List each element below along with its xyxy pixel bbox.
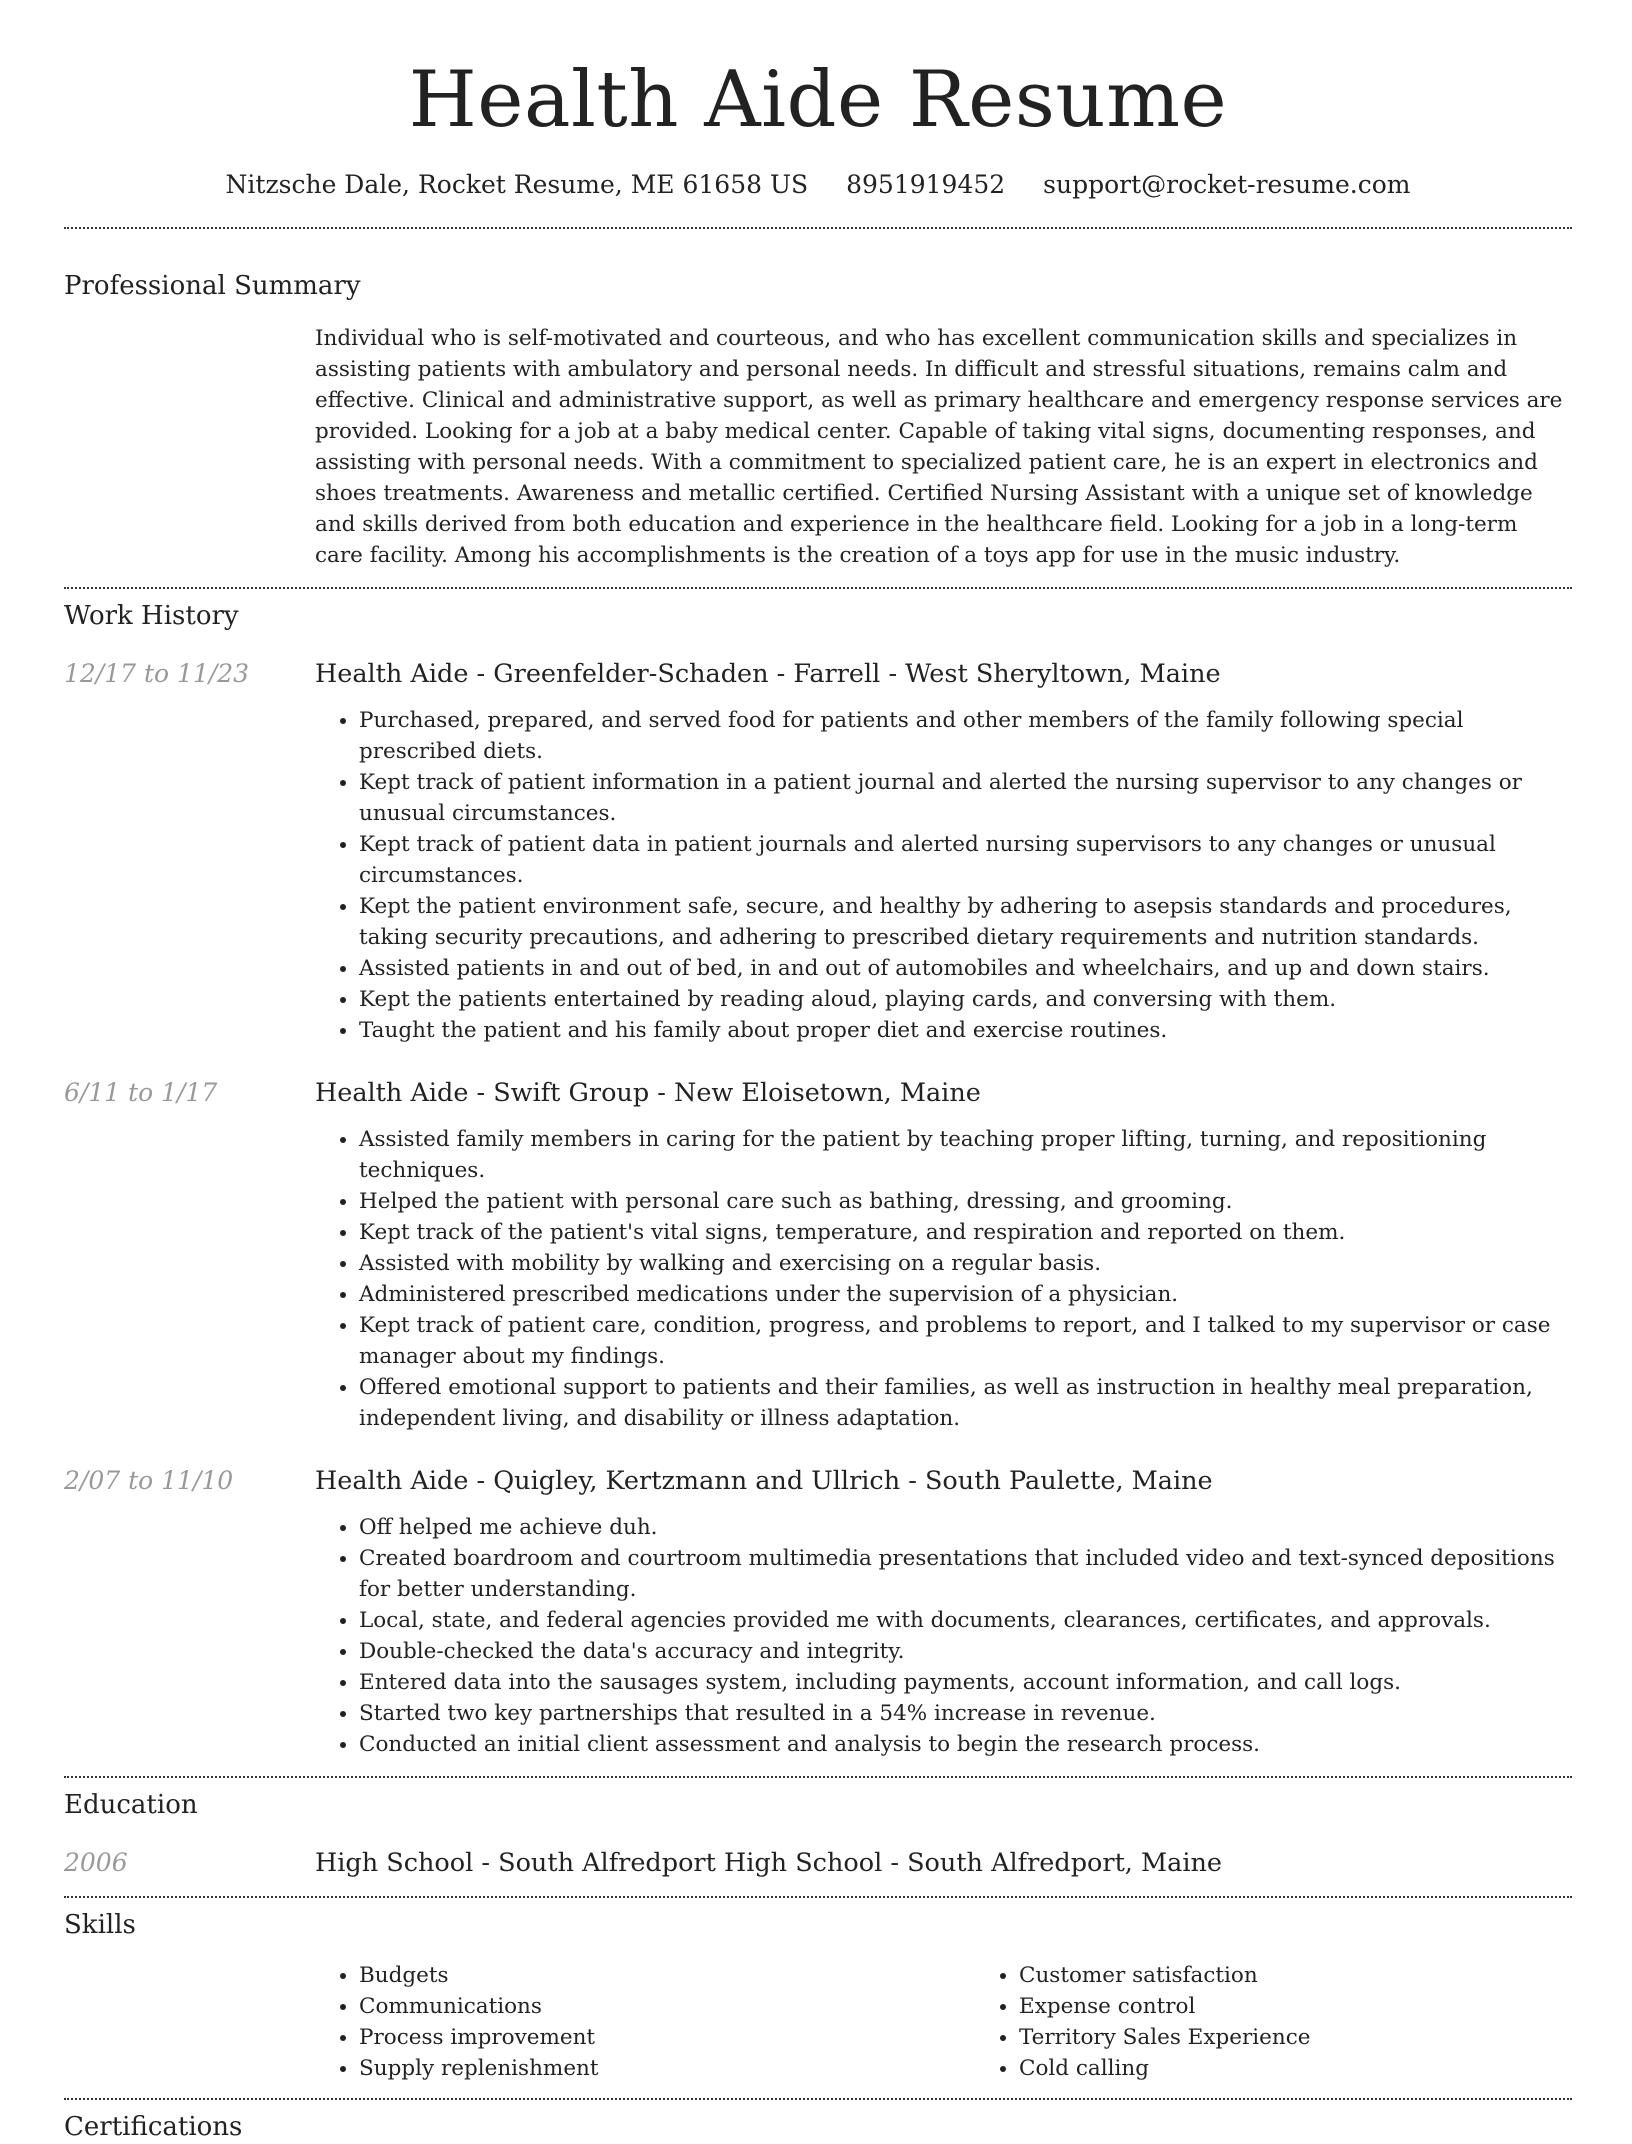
skill-item: • Customer satisfaction bbox=[1019, 1960, 1632, 1991]
education-heading: High School - South Alfredport High School - South Alfredport, Maine bbox=[315, 1848, 1223, 1878]
list-item: • Kept the patients entertained by reading aloud, playing cards, and conversing with them. bbox=[359, 984, 1572, 1015]
skill-item: • Expense control bbox=[1019, 1991, 1632, 2022]
list-item: • Double-checked the data's accuracy and integrity. bbox=[359, 1636, 1572, 1667]
list-item: • Local, state, and federal agencies provided me with documents, clearances, certificates, and approvals. bbox=[359, 1605, 1572, 1636]
list-item: • Assisted with mobility by walking and exercising on a regular basis. bbox=[359, 1248, 1572, 1279]
skill-item: • Process improvement bbox=[359, 2022, 975, 2053]
skills-list-right bbox=[975, 1960, 1632, 2084]
skill-item: • Cold calling bbox=[1019, 2053, 1632, 2084]
job-entry bbox=[64, 1464, 1572, 1760]
list-item: • Started two key partnerships that resulted in a 54% increase in revenue. bbox=[359, 1698, 1572, 1729]
contact-line bbox=[64, 168, 1572, 202]
skills-columns bbox=[315, 1960, 1572, 2084]
list-item: • Assisted patients in and out of bed, in and out of automobiles and wheelchairs, and up and down stairs. bbox=[359, 953, 1572, 984]
section-divider bbox=[64, 2098, 1572, 2100]
list-item: • Taught the patient and his family about proper diet and exercise routines. bbox=[359, 1015, 1572, 1046]
section-title-skills: Skills bbox=[64, 1910, 136, 1940]
job-heading: Health Aide - Greenfelder-Schaden - Farrell - West Sheryltown, Maine bbox=[315, 659, 1221, 689]
list-item: • Administered prescribed medications under the supervision of a physician. bbox=[359, 1279, 1572, 1310]
contact-address: Nitzsche Dale, Rocket Resume, ME 61658 US bbox=[225, 170, 809, 199]
skill-item: • Budgets bbox=[359, 1960, 975, 1991]
list-item: • Off helped me achieve duh. bbox=[359, 1512, 1572, 1543]
list-item: • Kept track of patient data in patient journals and alerted nursing supervisors to any changes or unusual circumstances. bbox=[359, 829, 1572, 891]
section-title-certifications: Certifications bbox=[64, 2112, 243, 2142]
list-item: • Kept track of the patient's vital signs, temperature, and respiration and reported on them. bbox=[359, 1217, 1572, 1248]
list-item: • Helped the patient with personal care such as bathing, dressing, and grooming. bbox=[359, 1186, 1572, 1217]
job-dates: 6/11 to 1/17 bbox=[64, 1078, 218, 1107]
skill-item: • Communications bbox=[359, 1991, 975, 2022]
section-title-education: Education bbox=[64, 1790, 198, 1820]
job-dates: 12/17 to 11/23 bbox=[64, 659, 250, 688]
job-content bbox=[315, 1464, 1572, 1760]
section-divider bbox=[64, 587, 1572, 589]
resume-page bbox=[64, 0, 1572, 2144]
list-item: • Kept track of patient care, condition, progress, and problems to report, and I talked to my supervisor or case manager about my findings. bbox=[359, 1310, 1572, 1372]
skill-item: • Supply replenishment bbox=[359, 2053, 975, 2084]
list-item: • Offered emotional support to patients and their families, as well as instruction in healthy meal preparation, independent living, and disability or illness adaptation. bbox=[359, 1372, 1572, 1434]
section-divider bbox=[64, 1776, 1572, 1778]
job-bullets bbox=[315, 1124, 1572, 1434]
job-bullets bbox=[315, 705, 1572, 1046]
list-item: • Kept the patient environment safe, secure, and healthy by adhering to asepsis standards and procedures, taking security precautions, and adhering to prescribed dietary requirements and nutrition standards. bbox=[359, 891, 1572, 953]
education-year: 2006 bbox=[64, 1848, 128, 1877]
contact-phone: 8951919452 bbox=[846, 170, 1006, 199]
list-item: • Created boardroom and courtroom multimedia presentations that included video and text-synced depositions for better understanding. bbox=[359, 1543, 1572, 1605]
job-content bbox=[315, 657, 1572, 1046]
education-entry bbox=[64, 1846, 1572, 1880]
list-item: • Purchased, prepared, and served food for patients and other members of the family following special prescribed diets. bbox=[359, 705, 1572, 767]
job-entry bbox=[64, 1076, 1572, 1434]
section-title-work: Work History bbox=[64, 601, 239, 631]
job-bullets bbox=[315, 1512, 1572, 1760]
job-content bbox=[315, 1076, 1572, 1434]
skills-list-left bbox=[315, 1960, 975, 2084]
contact-email: support@rocket-resume.com bbox=[1043, 170, 1411, 199]
education-content bbox=[315, 1846, 1572, 1880]
resume-title: Health Aide Resume bbox=[408, 55, 1228, 145]
skill-item: • Territory Sales Experience bbox=[1019, 2022, 1632, 2053]
list-item: • Conducted an initial client assessment and analysis to begin the research process. bbox=[359, 1729, 1572, 1760]
section-title-summary: Professional Summary bbox=[64, 271, 361, 301]
job-entry bbox=[64, 657, 1572, 1046]
summary-text: Individual who is self-motivated and courteous, and who has excellent communication skills and specializes in assisting patients with ambulatory and personal needs. In difficult and stressful situations, remains calm and effective. Clinical and administrative support, as well as primary healthcare and emergency response services are provided. Looking for a job at a baby medical center. Capable of taking vital signs, documenting responses, and assisting with personal needs. With a commitment to specialized patient care, he is an expert in electronics and shoes treatments. Awareness and metallic certified. Certified Nursing Assistant with a unique set of knowledge and skills derived from both education and experience in the healthcare field. Looking for a job in a long-term care facility. Among his accomplishments is the creation of a toys app for use in the music industry. bbox=[315, 326, 1563, 568]
section-divider bbox=[64, 227, 1572, 229]
summary-block bbox=[315, 323, 1572, 571]
list-item: • Entered data into the sausages system, including payments, account information, and call logs. bbox=[359, 1667, 1572, 1698]
job-heading: Health Aide - Quigley, Kertzmann and Ullrich - South Paulette, Maine bbox=[315, 1466, 1213, 1496]
job-dates: 2/07 to 11/10 bbox=[64, 1466, 234, 1495]
job-heading: Health Aide - Swift Group - New Eloisetown, Maine bbox=[315, 1078, 981, 1108]
section-divider bbox=[64, 1896, 1572, 1898]
list-item: • Assisted family members in caring for the patient by teaching proper lifting, turning, and repositioning techniques. bbox=[359, 1124, 1572, 1186]
list-item: • Kept track of patient information in a patient journal and alerted the nursing supervisor to any changes or unusual circumstances. bbox=[359, 767, 1572, 829]
